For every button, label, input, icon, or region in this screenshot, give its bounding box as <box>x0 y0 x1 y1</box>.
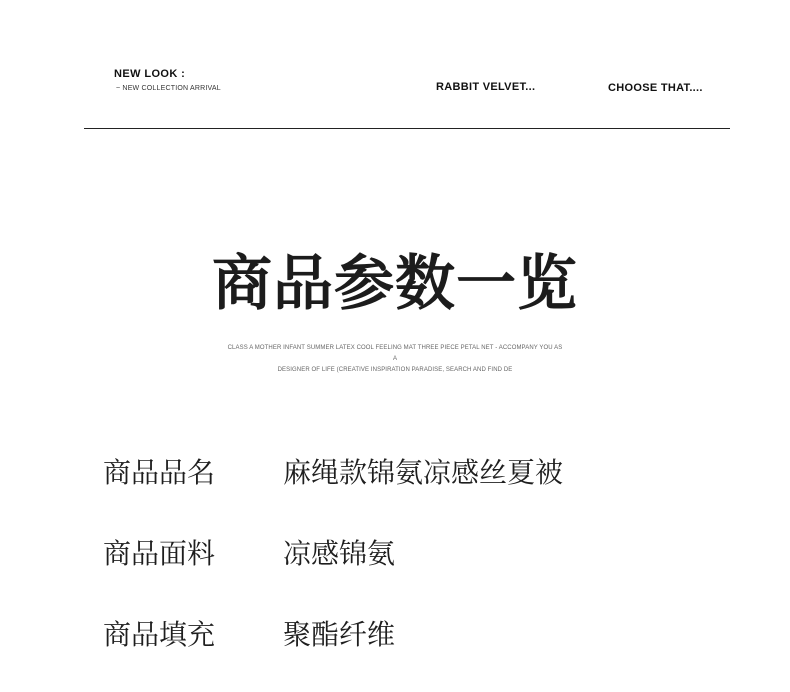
header-divider <box>84 128 730 129</box>
param-label: 商品品名 <box>103 456 216 489</box>
param-value: 凉感锦氨 <box>283 537 396 570</box>
param-row-product-name <box>0 453 790 493</box>
param-row-fabric <box>0 534 790 574</box>
section-description-line: CLASS A MOTHER INFANT SUMMER LATEX COOL FEELING MAT THREE PIECE PETAL NET - ACCOMPANY YOU AS A <box>227 345 563 362</box>
param-label: 商品面料 <box>103 537 216 570</box>
page-header <box>0 0 790 130</box>
param-value: 聚酯纤维 <box>283 618 396 651</box>
param-row-filling <box>0 615 790 655</box>
section-description <box>225 343 565 376</box>
param-label: 商品填充 <box>103 618 216 651</box>
brand-subtitle: ~ NEW COLLECTION ARRIVAL <box>116 85 221 92</box>
section-title: 商品参数一览 <box>212 249 578 319</box>
section-description-line: DESIGNER OF LIFE (CREATIVE INSPIRATION PARADISE, SEARCH AND FIND DE <box>277 367 513 373</box>
nav-link-rabbit-velvet[interactable]: RABBIT VELVET... <box>436 81 536 93</box>
brand-title: NEW LOOK : <box>114 68 186 80</box>
param-value: 麻绳款锦氨凉感丝夏被 <box>283 456 564 489</box>
nav-link-choose-that[interactable]: CHOOSE THAT.... <box>608 82 703 94</box>
